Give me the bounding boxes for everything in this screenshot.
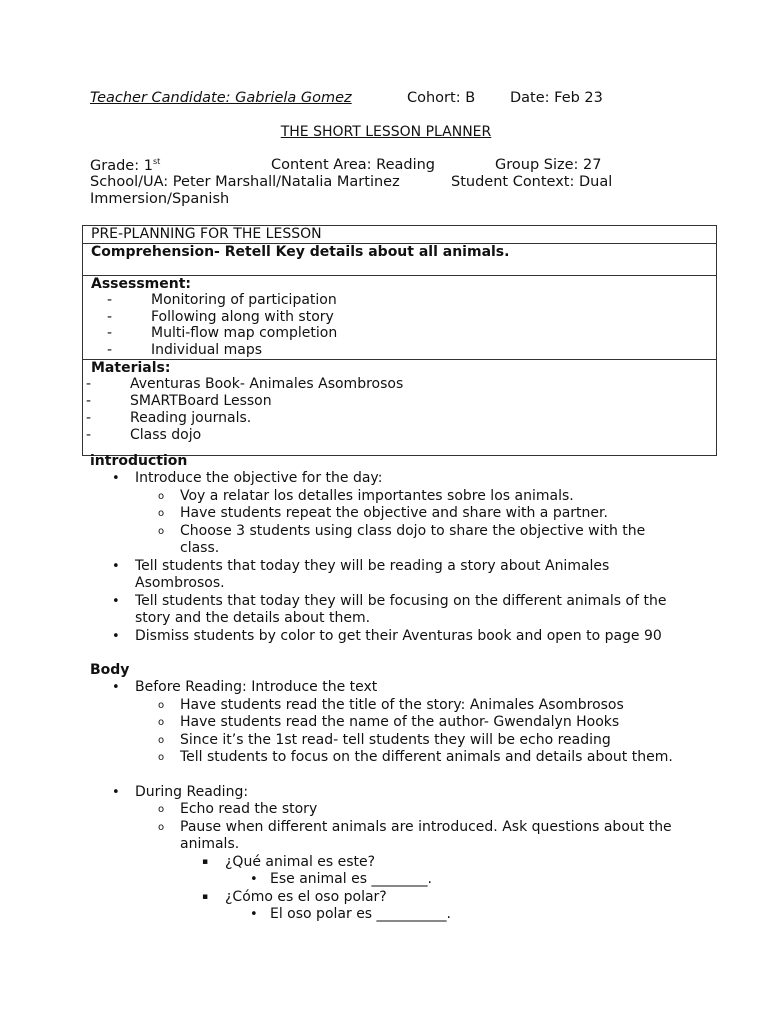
school: School/UA: Peter Marshall/Natalia Martinez	[90, 174, 400, 190]
materials-heading: Materials:	[91, 360, 171, 376]
list-item: • Tell students that today they will be focusing on the different animals of the story and the details about them.	[112, 592, 667, 626]
list-item: • Ese animal es ________.	[250, 871, 432, 887]
teacher-candidate: Teacher Candidate: Gabriela Gomez	[90, 90, 352, 106]
materials-list	[91, 376, 708, 444]
list-item: o Choose 3 students using class dojo to share the objective with the class.	[158, 522, 646, 556]
student-context: Student Context: Dual	[451, 174, 613, 190]
objective: Comprehension- Retell Key details about all animals.	[83, 244, 716, 276]
list-item: o Have students read the title of the story: Animales Asombrosos	[158, 696, 624, 713]
list-item: • During Reading:	[112, 783, 249, 800]
list-item: - Monitoring of participation	[151, 292, 708, 309]
list-item: - Following along with story	[151, 309, 708, 326]
list-item: o Tell students to focus on the different animals and details about them.	[158, 749, 673, 765]
list-item: • Tell students that today they will be reading a story about Animales Asombrosos.	[112, 557, 610, 591]
introduction-section	[90, 453, 730, 645]
page-title: THE SHORT LESSON PLANNER	[280, 124, 492, 140]
list-item: - Class dojo	[130, 427, 708, 444]
assessment-heading: Assessment:	[91, 276, 192, 292]
list-item: o Since it’s the 1st read- tell students they will be echo reading	[158, 731, 611, 748]
group-size: Group Size: 27	[495, 157, 602, 173]
preplanning-table	[82, 225, 717, 456]
student-context-cont: Immersion/Spanish	[90, 191, 230, 207]
assessment-cell	[83, 276, 716, 360]
list-item: ▪ ¿Qué animal es este?	[202, 853, 376, 870]
header-line	[90, 90, 730, 106]
cohort: Cohort: B	[407, 90, 476, 106]
body-section	[90, 662, 730, 924]
grade: Grade: 1st	[90, 157, 161, 174]
list-item: - Individual maps	[151, 342, 708, 359]
materials-cell	[83, 360, 716, 455]
assessment-list	[91, 292, 708, 358]
list-item: • Before Reading: Introduce the text	[112, 679, 378, 695]
body-heading: Body	[90, 662, 130, 678]
list-item: o Voy a relatar los detalles importantes sobre los animals.	[158, 487, 574, 504]
list-item: o Pause when different animals are introduced. Ask questions about the animals.	[158, 818, 672, 852]
list-item: • Dismiss students by color to get their Aventuras book and open to page 90	[112, 627, 662, 644]
list-item: • Introduce the objective for the day:	[112, 470, 383, 486]
list-item: - Reading journals.	[130, 410, 708, 427]
list-item: - Aventuras Book- Animales Asombrosos	[130, 376, 708, 393]
content-area: Content Area: Reading	[271, 157, 435, 173]
list-item: o Echo read the story	[158, 801, 318, 817]
list-item: • El oso polar es __________.	[250, 906, 451, 922]
list-item: o Have students repeat the objective and share with a partner.	[158, 505, 608, 521]
list-item: - SMARTBoard Lesson	[130, 393, 708, 410]
list-item: - Multi-flow map completion	[151, 325, 708, 342]
list-item: o Have students read the name of the author- Gwendalyn Hooks	[158, 714, 620, 730]
date: Date: Feb 23	[510, 90, 603, 106]
introduction-heading: introduction	[90, 453, 188, 469]
preplanning-heading: PRE-PLANNING FOR THE LESSON	[83, 226, 716, 244]
list-item: ▪ ¿Cómo es el oso polar?	[202, 888, 387, 905]
